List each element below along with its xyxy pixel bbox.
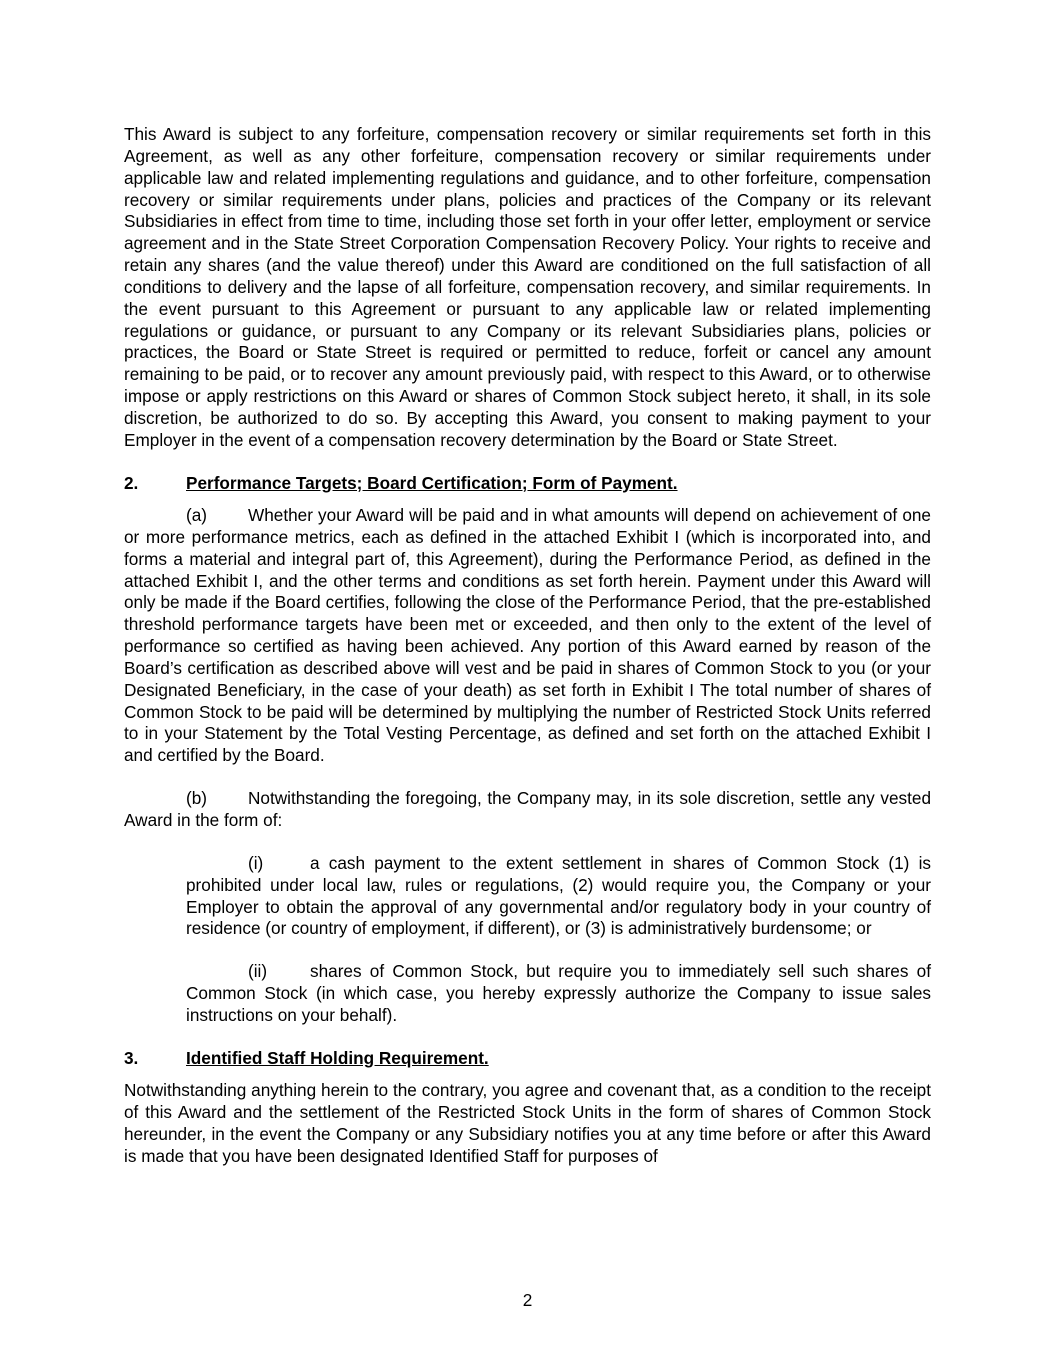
clause-2a <box>124 505 931 767</box>
section-number: 3. <box>124 1047 139 1068</box>
section-title: Identified Staff Holding Requirement. <box>186 1047 489 1068</box>
section-number: 2. <box>124 472 139 493</box>
clause-text: a cash payment to the extent settlement in shares of Common Stock (1) is prohibited under local law, rules or regulations, (2) would require you, the Company or your Employer to obtain the approval of any governmental and/or regulatory body in your country of residence (or country of employment, if different), or (3) is administratively burdensome; or <box>186 852 931 939</box>
document-page <box>124 124 931 1167</box>
clause-label: (b) <box>186 788 208 809</box>
clause-label: (i) <box>248 852 264 873</box>
clause-2b-ii <box>186 961 931 1027</box>
section-title: Performance Targets; Board Certification; Form of Payment. <box>186 472 678 493</box>
page-number: 2 <box>522 1290 533 1310</box>
clause-label: (a) <box>186 505 208 525</box>
section-3-paragraph: Notwithstanding anything herein to the contrary, you agree and covenant that, as a condition to the receipt of this Award and the settlement of the Restricted Stock Units in the form of shares of Common Stock hereunder, in the event the Company or any Subsidiary notifies you at any time before or after this Award is made that you have been designated Identified Staff for purposes of <box>124 1080 931 1166</box>
clause-text: shares of Common Stock, but require you to immediately sell such shares of Common Stock (in which case, you hereby expressly authorize the Company to issue sales instructions on your behalf). <box>186 961 931 1025</box>
section-2-heading <box>124 473 931 495</box>
clause-text: Whether your Award will be paid and in what amounts will depend on achievement of one or more performance metrics, each as defined in the attached Exhibit I (which is incorporated into, and forms a material and integral part of, this Agreement), during the Performance Period, as defined in the attached Exhibit I, and the other terms and conditions as set forth herein. Payment under this Award will only be made if the Board certifies, following the close of the Performance Period, that the pre-established threshold performance targets have been met or exceeded, and then only to the extent of the level of performance so certified as having been achieved. Any portion of this Award earned by reason of the Board’s certification as described above will vest and be paid in shares of Common Stock to you (or your Designated Beneficiary, in the case of your death) as set forth in Exhibit I The total number of shares of Common Stock to be paid will be determined by multiplying the number of Restricted Stock Units referred to in your Statement by the Total Vesting Percentage, as defined and set forth on the attached Exhibit I and certified by the Board. <box>124 505 931 766</box>
clause-label: (ii) <box>248 961 268 982</box>
clause-2b-i <box>186 853 931 940</box>
clause-text: Notwithstanding the foregoing, the Company may, in its sole discretion, settle any vested Award in the form of: <box>124 788 931 830</box>
intro-paragraph: This Award is subject to any forfeiture, compensation recovery or similar requirements set forth in this Agreement, as well as any other forfeiture, compensation recovery or similar requirements under applicable law and related implementing regulations and guidance, and to other forfeiture, compensation recovery or similar requirements under plans, policies and practices of the Company or its relevant Subsidiaries in effect from time to time, including those set forth in your offer letter, employment or service agreement and in the State Street Corporation Compensation Recovery Policy. Your rights to receive and retain any shares (and the value thereof) under this Award are conditioned on the full satisfaction of all conditions to delivery and the lapse of all forfeiture, compensation recovery, and similar requirements. In the event pursuant to this Agreement or pursuant to any applicable law or related implementing regulations or guidance, or pursuant to any Company or its relevant Subsidiaries plans, policies or practices, the Board or State Street is required or permitted to reduce, forfeit or cancel any amount remaining to be paid, or to recover any amount previously paid, with respect to this Award, or to otherwise impose or apply restrictions on this Award or shares of Common Stock subject hereto, it shall, in its sole discretion, be authorized to do so. By accepting this Award, you consent to making payment to your Employer in the event of a compensation recovery determination by the Board or State Street. <box>124 124 931 450</box>
section-3-heading <box>124 1048 931 1070</box>
clause-2b <box>124 788 931 832</box>
